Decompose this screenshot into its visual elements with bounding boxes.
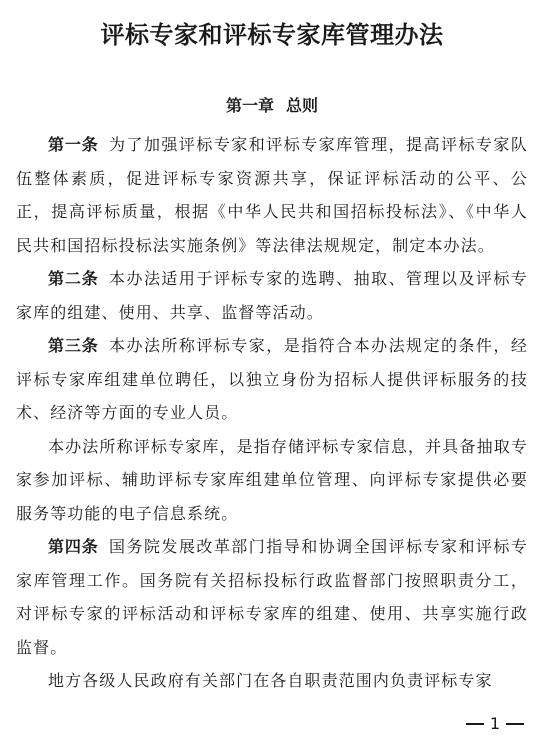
article-1-paragraph bbox=[16, 128, 528, 262]
article-text: 本办法所称评标专家，是指符合本办法规定的条件，经评标专家库组建单位聘任，以独立身份为招标人提供评标服务的技术、经济等方面的专业人员。 bbox=[16, 336, 528, 422]
article-2-paragraph bbox=[16, 262, 528, 329]
article-3-continuation-paragraph bbox=[16, 430, 528, 531]
chapter-heading bbox=[0, 96, 544, 116]
article-text: 国务院发展改革部门指导和协调全国评标专家和评标专家库管理工作。国务院有关招标投标行政监督部门按照职责分工，对评标专家的评标活动和评标专家库的组建、使用、共享实施行政监督。 bbox=[16, 537, 528, 657]
article-text: 本办法适用于评标专家的选聘、抽取、管理以及评标专家库的组建、使用、共享、监督等活动。 bbox=[16, 269, 528, 322]
article-number: 第一条 bbox=[48, 135, 99, 154]
article-3-paragraph bbox=[16, 329, 528, 430]
page-number-right-dash bbox=[506, 723, 524, 725]
page-number-value: 1 bbox=[489, 714, 500, 733]
article-number: 第三条 bbox=[48, 336, 99, 355]
article-number: 第四条 bbox=[48, 537, 99, 556]
chapter-title: 总则 bbox=[286, 96, 319, 115]
article-text: 为了加强评标专家和评标专家库管理，提高评标专家队伍整体素质，促进评标专家资源共享，保证评标活动的公平、公正，提高评标质量，根据《中华人民共和国招标投标法》、《中华人民共和国招标投标法实施条例》等法律法规规定，制定本办法。 bbox=[16, 135, 528, 255]
document-body bbox=[16, 128, 528, 698]
paragraph-text: 地方各级人民政府有关部门在各自职责范围内负责评标专家 bbox=[48, 671, 493, 690]
article-4-continuation-paragraph bbox=[16, 664, 528, 698]
chapter-number: 第一章 bbox=[225, 96, 274, 115]
page-number-left-dash bbox=[466, 723, 484, 725]
article-4-paragraph bbox=[16, 530, 528, 664]
page-number bbox=[466, 712, 524, 736]
paragraph-text: 本办法所称评标专家库，是指存储评标专家信息，并具备抽取专家参加评标、辅助评标专家库组建单位管理、向评标专家提供必要服务等功能的电子信息系统。 bbox=[16, 436, 528, 523]
document-title: 评标专家和评标专家库管理办法 bbox=[100, 21, 444, 49]
article-number: 第二条 bbox=[48, 269, 99, 288]
